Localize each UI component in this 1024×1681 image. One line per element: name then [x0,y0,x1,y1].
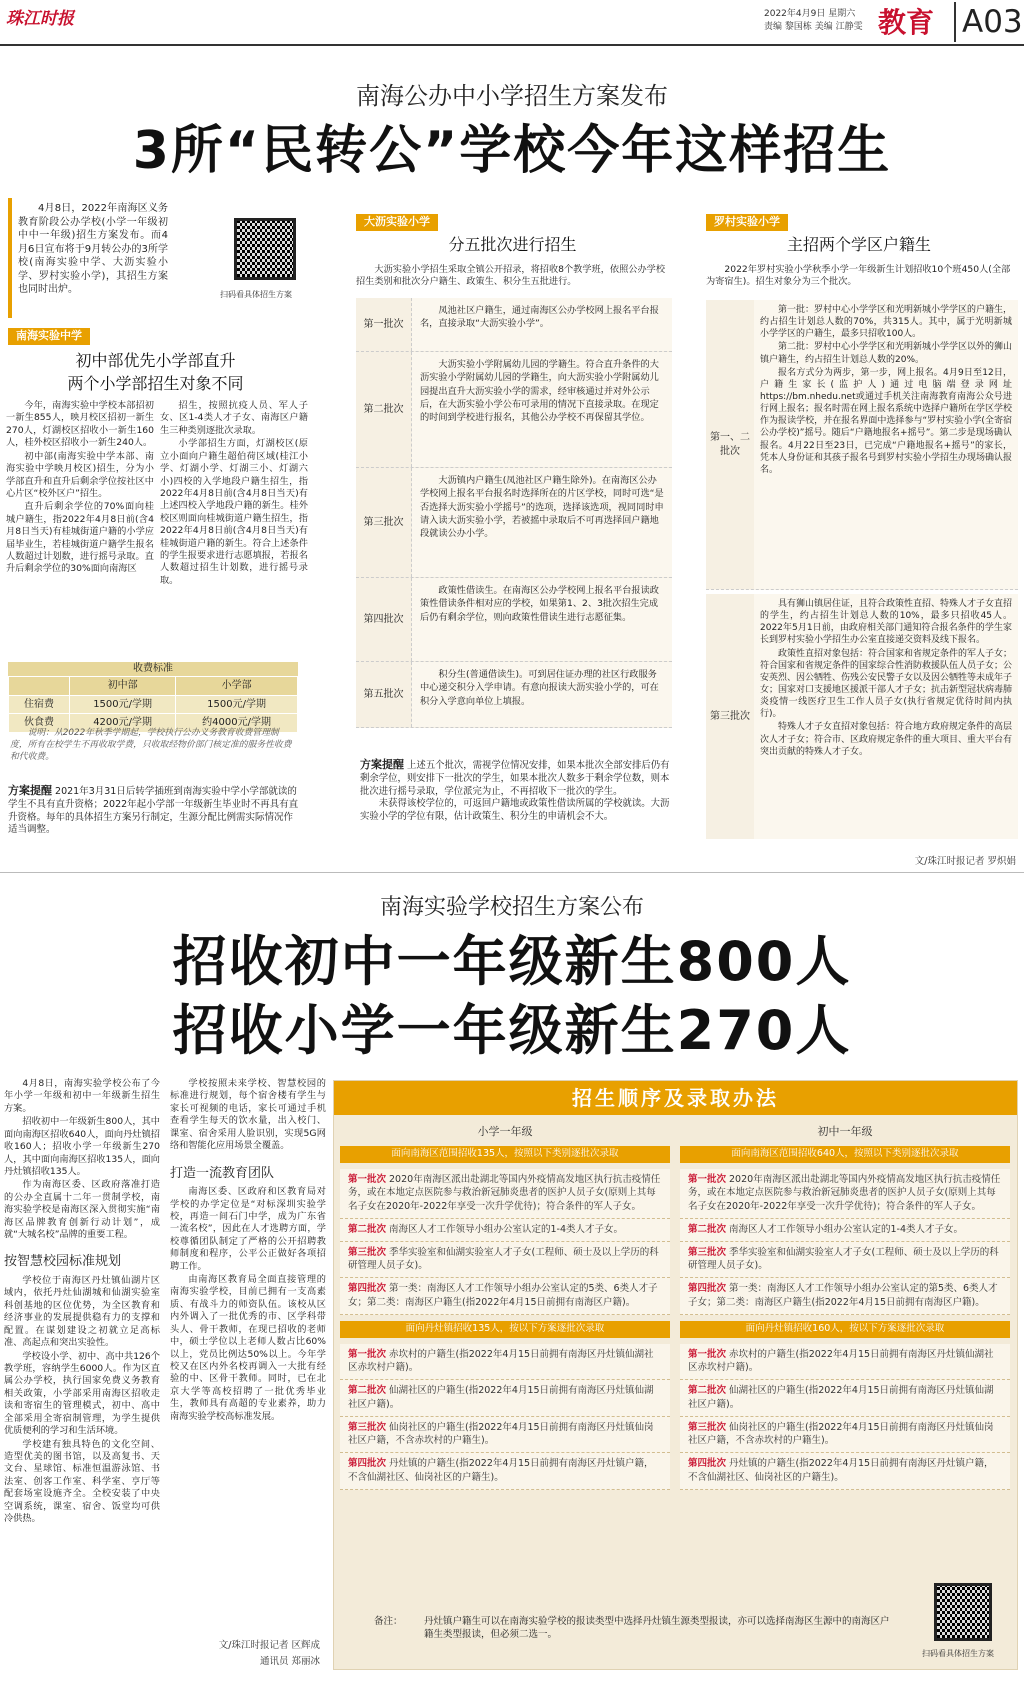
story2-kicker: 南海实验学校招生方案公布 [379,895,644,920]
batch-para: 第一批：罗村中心小学学区和光明新城小学学区的户籍生，约占招生计划总人数的70%，共315人。其中，属于光明新城小学学区的户籍生，最多只招收100人。 [760,305,1013,340]
fee-cell: 约4000元/学期 [176,714,298,733]
story2-headline2: 招收小学一年级新生270人 [172,999,852,1062]
school-c-label-wrap [706,214,788,231]
school-a-tip-label: 方案提醒 [8,784,52,797]
story2-para: 学校按照未来学校、智慧校园的标准进行规划，每个宿舍楼有学生与家长可视频的电话，家长可通过手机查看学生每天的饮水量，出入校门、课室、宿舍采用人脸识别，实现5G网络和智能化应用场景全覆盖。 [170,1078,326,1152]
rc-item-tag: 第一批次 [348,1173,387,1185]
rc-item-text: 第一类：南海区人才工作领导小组办公室认定的第5类、6类人才子女；第二类：南海区户籍生(指2022年4月15日前拥有南海区户籍)。 [688,1283,998,1309]
qr-code-icon[interactable] [234,218,296,280]
batch-para: 政策性直招对象包括：符合国家和省规定条件的军人子女；符合国家和省规定条件的国家综合性消防救援队伍人员子女；公安英烈、因公牺牲、伤残公安民警子女以及因公牺牲等未成年子女；国家对口支援地区援派干部人才子女；抗击新型冠状病毒肺炎疫情一线医疗卫生工作人员子女(执行省规定优待时间内执行)。 [760,648,1013,720]
batch-para: 报名方式分为两步，第一步，网上报名。4月9日至12日，户籍生家长(监护人)通过电脑端登录网址https://bm.nhedu.net或通过手机关注南海教育南海公众号进行网上报名；报名时需在网上报名系统中选择户籍所在学区学校作为报读学校，并在报名界面中选择参与“罗村实验小学(全寄宿公办学校)”摇号。随后“户籍地报名+摇号”。第二步是现场确认报名。4月22日至23日，已完成“户籍地报名+摇号”的家长，凭本人身份证和其孩子报名号到罗村实验小学招生办现场确认报名。 [760,367,1013,475]
rc-item [340,1169,670,1219]
rc-item-text: 2020年南海区派出赴湖北等国内外疫情高发地区执行抗击疫情任务，或在本地定点医院参与救治新冠肺炎患者的医护人员子女(原则上其每名子女在2020年-2022年享受一次升学优待)；符合条件的军人子女。 [688,1173,1001,1213]
batch-text: 凤池社区户籍生，通过南海区公办学校网上报名平台报名，直接录取“大沥实验小学”。 [412,298,672,351]
batch-row [356,662,672,728]
rc-item [680,1242,1010,1279]
rc-item-tag: 第四批次 [688,1458,727,1470]
rc-item [680,1278,1010,1315]
fee-cell: 住宿费 [9,695,70,714]
batch-text: 大沥镇内户籍生(凤池社区户籍生除外)。在南海区公办学校网上报名平台报名时选择所在的片区学校，同时可选“是否选择大沥实验小学摇号”的选项，选择该选项，视同同时申请入读大沥实验小学，若被摇中录取后不可再选择回户籍地段就读公办小学。 [412,468,672,577]
rc-item-tag: 第一批次 [688,1348,727,1360]
batch-label: 第二批次 [356,352,412,467]
story1-kicker: 南海公办中小学招生方案发布 [356,82,668,110]
fee-cell: 4200元/学期 [70,714,176,733]
intro-box [8,198,246,318]
primary-head: 小学一年级 [477,1125,533,1138]
school-a-para: 直升后剩余学位的70%面向桂城户籍生，指2022年4月8日前(含4月8日当天)有桂城街道户籍的小学应届毕业生，若桂城街道户籍学生报名人数超过计划数，进行摇号录取。直升后剩余学位的30%面向南海区 [6,501,154,575]
recruit-qr-caption: 扫码看具体招生方案 [922,1649,994,1658]
fee-header-row [9,677,298,696]
rc-item-text: 2020年南海区派出赴湖北等国内外疫情高发地区执行抗击疫情任务，或在本地定点医院参与救治新冠肺炎患者的医护人员子女(原则上其每名子女在2020年-2022年享受一次升学优待)；符合条件的军人子女。 [348,1173,661,1213]
rc-item-text: 丹灶镇的户籍生(指2022年4月15日前拥有南海区丹灶镇户籍，不含仙湖社区、仙岗社区的户籍生)。 [688,1458,994,1483]
batch-para: 第二批：罗村中心小学学区和光明新城小学学区以外的狮山镇户籍生，约占招生计划总人数的20%。 [760,342,1013,365]
fee-header-cell: 初中部 [70,677,176,696]
fee-table-title: 收费标准 [8,662,298,676]
batch-text: 政策性借读生。在南海区公办学校网上报名平台报读政策性借读条件相对应的学校，如果第1、2、3批次招生完成后仍有剩余学位，则向政策性借读生进行志愿征集。 [412,578,672,661]
school-a-subhead1: 初中部优先小学部直升 [75,351,236,370]
page-number: A03 [954,2,1023,42]
story2-para: 由南海区教育局全面直接管理的南海实验学校，目前已拥有一支高素质、有战斗力的师资队伍。该校从区内外调入了一批优秀的市、区学科带头人、骨干教师，在现已招收的老师中，硕士学位以上老师人数占比60%以上，党员比例达50%以上。今年学校又在区内外名校再调入一大批有经验的中、区骨干教师。同时，已在北京大学等高校招聘了一批优秀毕业生，教师具有高超的专业素养，助力南海实验学校高标准发展。 [170,1274,326,1422]
school-a-label: 南海实验中学 [8,328,90,345]
school-a-col2 [160,400,308,588]
story2-para: 作为南海区委、区政府落准打造的公办全直属十二年一贯制学校，南海实验学校是南海区深入贯彻实施“南海区品牌教育创新行动计划”，成就“大城名校”品牌的重要工程。 [4,1179,160,1241]
fee-header-cell [9,677,70,696]
recruit-note-text: 丹灶镇户籍生可以在南海实验学校的报读类型中选择丹灶镇生源类型报读，亦可以选择南海区生源中的南海区户籍生类型报读，但必须二选一。 [424,1616,890,1640]
school-a-tip-text: 2021年3月31日后转学插班到南海实验中学小学部就读的学生不具有直升资格；2022年起小学部一年级新生毕业时不再具有直升资格。每年的具体招生方案另行制定，生源分配比例需实际情况作适当调整。 [8,786,299,836]
batch-label: 第一批次 [356,298,412,351]
rc-item [340,1344,670,1381]
story2-col1 [4,1078,160,1526]
school-a-para: 初中部(南海实验中学本部、南海实验中学映月校区)招生，分为小学部直升和直升后剩余学位按社区中心片区“校外区户”招生。 [6,450,154,499]
rc-item [680,1219,1010,1242]
school-b-label-wrap [356,214,438,231]
school-c-batch3 [706,594,1018,839]
primary-banner: 面向丹灶镇招收135人，按以下方案逐批次录取 [340,1321,670,1338]
batch-row [356,578,672,662]
issue-date: 2022年4月9日 星期六 [764,9,856,19]
school-c-label: 罗村实验小学 [706,214,788,231]
rc-item-tag: 第二批次 [348,1223,387,1235]
story2-para: 学校位于南海区丹灶镇仙湖片区域内，依托丹灶仙湖城和仙湖实验室科创基地的区位优势，为全区教育和经济事业的发展提供稳有力的支撑和配置。在谋划建设之初就立足高标准、高起点和突出实验性。 [4,1275,160,1349]
story2-headline1: 招收初中一年级新生800人 [172,930,852,993]
story1-byline: 文/珠江时报记者 罗炽娟 [914,856,1016,867]
rc-item-tag: 第四批次 [348,1283,387,1295]
batch-body [754,300,1018,589]
school-a-para: 今年，南海实验中学校本部招初一新生855人，映月校区招初一新生270人，灯湖校区招收小一新生160人，桂外校区招收小一新生240人。 [6,400,154,449]
fee-row [9,695,298,714]
middle-banner: 面向南海区范围招收640人，按照以下类别逐批次录取 [680,1146,1010,1163]
batch-label: 第一、二批次 [706,300,754,589]
batch-label: 第四批次 [356,578,412,661]
middle-head: 初中一年级 [817,1125,873,1138]
intro-text: 4月8日，2022年南海区义务教育阶段公办学校(小学一年级初中中一年级)招生方案发布。而4月6日宣布将于9月转公办的3所学校(南海实验中学、大沥实验小学、罗村实验小学)，其招生方案也同时出炉。 [18,203,168,295]
rc-item [340,1453,670,1490]
school-c-subhead: 主招两个学区户籍生 [786,235,931,254]
school-a-tip [8,784,302,837]
rc-item [680,1344,1010,1381]
rc-item-tag: 第二批次 [688,1223,727,1235]
editors-credit: 责编 黎国栋 美编 江静雯 [764,22,863,32]
recruit-panel [333,1080,1018,1670]
rc-item-text: 丹灶镇的户籍生(指2022年4月15日前拥有南海区丹灶镇户籍，不含仙湖社区、仙岗社区的户籍生)。 [348,1458,654,1483]
recruit-note-label: 备注： [374,1616,403,1627]
rc-item-text: 仙岗社区的户籍生(指2022年4月15日前拥有南海区丹灶镇仙岗社区户籍，不含赤坎村的户籍生)。 [688,1421,994,1447]
masthead-logo: 珠江时报 [6,9,74,29]
rc-item-tag: 第一批次 [348,1348,387,1360]
school-b-label: 大沥实验小学 [356,214,438,231]
rc-item [340,1380,670,1417]
school-b-tip2: 未获得该校学位的，可返回户籍地或政策性借读所属的学校就读。大沥实验小学的学位有限，估计政策生、积分生的申请机会不大。 [360,798,670,822]
fee-cell: 伙食费 [9,714,70,733]
rc-item [680,1169,1010,1219]
recruit-title: 招生顺序及录取办法 [334,1081,1017,1115]
batch-label: 第三批次 [356,468,412,577]
middle-column [680,1125,1010,1490]
rc-item [340,1242,670,1279]
batch-row [356,468,672,578]
rc-item [680,1453,1010,1490]
batch-para: 具有狮山镇居住证，且符合政策性直招、特殊人才子女直招的学生，约占招生计划总人数的10%，最多只招收45人。2022年5月1日前，由政府相关部门通知符合报名条件的学生家长到罗村实验小学招生办公室直接递交资料及线下报名。 [760,599,1013,646]
school-a-subhead2: 两个小学部招生对象不同 [67,374,244,393]
rc-item-tag: 第四批次 [688,1283,727,1295]
rc-item-text: 仙岗社区的户籍生(指2022年4月15日前拥有南海区丹灶镇仙岗社区户籍，不含赤坎村的户籍生)。 [348,1421,654,1447]
school-b-batch-table [356,298,672,728]
rc-item [680,1417,1010,1454]
fee-table [8,676,298,733]
rc-item [340,1219,670,1242]
school-b-intro: 大沥实验小学招生采取全镇公开招录，将招收8个教学班，依照公办学校招生类别和批次分户籍生、政策生、积分生五批进行。 [356,264,666,288]
school-c-intro: 2022年罗村实验小学秋季小学一年级新生计划招收10个班450人(全部为寄宿生)。招生对象分为三个批次。 [706,264,1011,288]
header-rule [0,44,1024,46]
fee-cell: 1500元/学期 [176,695,298,714]
rc-item-tag: 第三批次 [348,1246,387,1258]
school-b-subhead: 分五批次进行招生 [448,235,577,254]
rc-item-tag: 第二批次 [348,1385,387,1397]
fee-cell: 1500元/学期 [70,695,176,714]
story2-para: 学校设小学、初中、高中共126个教学班，容纳学生6000人。作为区直属公办学校，执行国家免费义务教育相关政策，小学部采用南海区招收走读和寄宿生的管理模式，初中、高中全部采用全寄宿制管理，为学生提供优质便利的学习和生活环境。 [4,1350,160,1437]
rc-item-tag: 第二批次 [688,1385,727,1397]
middle-banner: 面向丹灶镇招收160人，按以下方案逐批次录取 [680,1321,1010,1338]
rc-item-text: 仙湖社区的户籍生(指2022年4月15日前拥有南海区丹灶镇仙湖社区户籍)。 [348,1385,654,1410]
primary-banner: 面向南海区范围招收135人，按照以下类别逐批次录取 [340,1146,670,1163]
rc-item-text: 季华实验室和仙湖实验室人才子女(工程师、硕士及以上学历的科研管理人员子女)。 [688,1246,999,1272]
story2-para: 4月8日，南海实验学校公布了今年小学一年级和初中一年级新生招生方案。 [4,1078,160,1114]
date-block [764,8,863,34]
school-c-batch12 [706,300,1018,590]
rc-item-tag: 第四批次 [348,1458,387,1470]
rc-item-tag: 第一批次 [688,1173,727,1185]
story2-para: 招收初中一年级新生800人，其中面向南海区招收640人，面向丹灶镇招收160人；招收小学一年级新生270人，其中面向南海区招收135人，面向丹灶镇招收135人。 [4,1116,160,1177]
school-b-tip [360,758,674,824]
story2-byline2: 通讯员 郑丽冰 [259,1656,320,1667]
story2-subhead: 打造一流教育团队 [170,1165,275,1181]
rc-item [340,1278,670,1315]
rc-item-text: 南海区人才工作领导小组办公室认定的1-4类人才子女。 [729,1223,964,1235]
story1-headline: 3所“民转公”学校今年这样招生 [132,121,892,181]
school-a-para: 招生，按照抗疫人员、军人子女、区1-4类人才子女、南海区户籍生三种类别逐批次录取。 [160,400,308,436]
qr-caption: 扫码看具体招生方案 [220,290,292,299]
rc-item-text: 赤坎村的户籍生(指2022年4月15日前拥有南海区丹灶镇仙湖社区赤坎村户籍)。 [348,1348,654,1374]
rc-item-text: 仙湖社区的户籍生(指2022年4月15日前拥有南海区丹灶镇仙湖社区户籍)。 [688,1385,994,1410]
rc-item-tag: 第三批次 [348,1421,387,1433]
rc-item [340,1417,670,1454]
rc-item-tag: 第三批次 [688,1421,727,1433]
batch-para: 特殊人才子女直招对象包括：符合地方政府规定条件的高层次人才子女；符合市、区政府规定条件的重大项目、重大平台有突出贡献的特殊人才子女。 [760,722,1013,757]
story2-byline1: 文/珠江时报记者 区辉成 [218,1640,320,1651]
rc-item-text: 第一类：南海区人才工作领导小组办公室认定的5类、6类人才子女；第二类：南海区户籍生(指2022年4月15日前拥有南海区户籍)。 [348,1283,658,1309]
rc-item-text: 季华实验室和仙湖实验室人才子女(工程师、硕士及以上学历的科研管理人员子女)。 [348,1246,659,1272]
story-divider [0,872,1024,873]
story2-subhead: 按智慧校园标准规划 [4,1254,122,1270]
rc-item-text: 赤坎村的户籍生(指2022年4月15日前拥有南海区丹灶镇仙湖社区赤坎村户籍)。 [688,1348,994,1374]
section-name: 教育 [878,6,935,39]
school-b-tip-text: 上述五个批次，需视学位情况安排，如果本批次全部安排后仍有剩余学位，则安排下一批次的学生，如果本批次人数多于剩余学位数，则本批次进行摇号录取，学位派完为止，不再招收下一批次的学生。 [360,760,670,797]
batch-body [754,594,1018,839]
school-a-para: 小学部招生方面，灯湖校区(原立小面向户籍生超伯荷区域(桂江小学、灯湖小学、灯湖三小、灯湖六小)四校的入学地段户籍生招生，指2022年4月8日前(含4月8日当天)有上述四校入学地段户籍的新生。桂外校区则面向桂城街道户籍生招生，指2022年4月8日前(含4月8日当天)有桂城街道户籍的新生。符合上述条件的学生报要求进行志愿填报，若报名人数超过招生计划数，进行摇号录取。 [160,438,308,586]
school-a-col1 [6,400,154,577]
story2-col2 [170,1078,326,1424]
rc-item-tag: 第三批次 [688,1246,727,1258]
school-b-tip-label: 方案提醒 [360,758,404,771]
recruit-note [374,1616,894,1642]
batch-text: 积分生(普通借读生)。可到居住证办理的社区行政服务中心递交积分入学申请。有意向报读大沥实验小学的，可在积分入学意向单位上填报。 [412,662,672,727]
story2-para: 南海区委、区政府和区教育局对学校的办学定位是“对标深圳实验学校，再造一间石门中学，成为广东省一流名校”，因此在人才选聘方面，学校尊循团队制定了严格的公开招聘教师制度和程序，公平公正做好各项招聘工作。 [170,1186,326,1272]
school-a-label-wrap [8,328,90,345]
rc-item-text: 南海区人才工作领导小组办公室认定的1-4类人才子女。 [389,1223,624,1235]
batch-label: 第五批次 [356,662,412,727]
batch-row [356,352,672,468]
batch-row [356,298,672,352]
fee-header-cell: 小学部 [176,677,298,696]
primary-column [340,1125,670,1490]
qr-code-icon[interactable] [934,1583,992,1641]
batch-text: 大沥实验小学附属幼儿园的学籍生。符合直升条件的大沥实验小学附属幼儿园的学籍生，向大沥实验小学附属幼儿园提出直升大沥实验小学的需求，经审核通过并对外公示后，在大沥实验小学公布可录用的情况下直接录取。在现定的时间到学校进行报名，其他公办学校不再保留其学位。 [412,352,672,467]
fee-note: 说明：从2022年秋季学期起，学校执行公办义务教育收费管理制度，所有在校学生不再收取学费，只收取经物价部门核定准的服务性收费和代收费。 [10,728,292,762]
story2-para: 学校建有独具特色的文化空间、造型优美的图书馆，以及高复书、天文台、星球馆、标准恒温游泳馆、书法室、创客工作室、科学室、亨厅等配套场室设施齐全。全校安装了中央空调系统，课室、宿舍、饭堂均可供冷供热。 [4,1438,160,1525]
rc-item [680,1380,1010,1417]
batch-label: 第三批次 [706,594,754,839]
